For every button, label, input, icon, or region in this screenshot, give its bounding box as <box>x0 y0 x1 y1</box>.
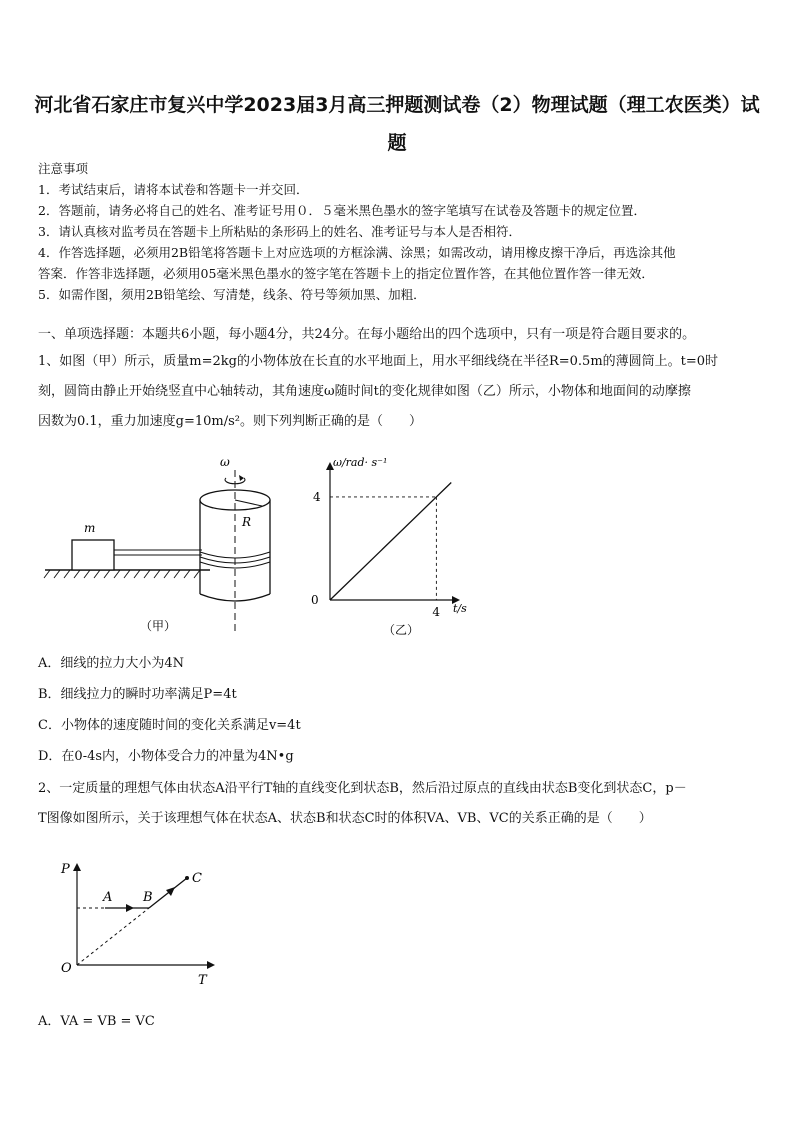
q1-figure-b-chart <box>295 452 495 642</box>
figure-caption: （甲） <box>140 619 177 633</box>
y-tick-label: 4 <box>313 489 321 504</box>
figure-caption: （乙） <box>383 623 420 637</box>
notice-item: 4．作答选择题，必须用2B铅笔将答题卡上对应选项的方框涂满、涂黑；如需改动，请用橡皮擦干净后，再选涂其他 <box>38 245 676 260</box>
omega-series-line <box>330 483 451 600</box>
x-tick-label: 4 <box>432 605 441 619</box>
t-axis-label: T <box>198 973 207 988</box>
radius-label: R <box>242 515 252 529</box>
notice-item: 5．如需作图，须用2B铅笔绘、写清楚，线条、符号等须加黑、加粗． <box>38 287 426 302</box>
q1-text-line: 刻，圆筒由静止开始绕竖直中心轴转动，其角速度ω随时间t的变化规律如图（乙）所示，小物体和地面间的动摩擦 <box>38 384 691 399</box>
q2-pt-figure <box>55 855 225 990</box>
mass-label: m <box>84 521 96 535</box>
notice-item: 答案．作答非选择题，必须用05毫米黑色墨水的签字笔在答题卡上的指定位置作答，在其他位置作答一律无效． <box>38 266 654 281</box>
section-heading: 一、单项选择题：本题共6小题，每小题4分，共24分。在每小题给出的四个选项中，只有一项是符合题目要求的。 <box>38 327 696 342</box>
title-line-2: 题 <box>387 132 407 154</box>
q1-option-d: D．在0-4s内，小物体受合力的冲量为4N•g <box>38 749 294 764</box>
q1-option-b: B．细线拉力的瞬时功率满足P=4t <box>38 687 237 702</box>
mass-block <box>72 540 114 570</box>
title-line-1: 河北省石家庄市复兴中学2023届3月高三押题测试卷（2）物理试题（理工农医类）试 <box>34 94 760 116</box>
omega-label: ω <box>220 455 230 469</box>
q1-text-line: 因数为0.1，重力加速度g=10m/s²。则下列判断正确的是（ ） <box>38 414 423 429</box>
page-title <box>30 86 764 162</box>
notice-item: 1．考试结束后，请将本试卷和答题卡一并交回． <box>38 182 309 197</box>
q2-text-line: 2、一定质量的理想气体由状态A沿平行T轴的直线变化到状态B，然后沿过原点的直线由状态B变化到状态C，p－ <box>38 781 687 796</box>
origin-label: 0 <box>311 593 319 607</box>
dashed-origin-line <box>77 908 149 965</box>
state-a-label: A <box>103 890 113 905</box>
q1-text-line: 1、如图（甲）所示，质量m=2kg的小物体放在长直的水平地面上，用水平细线绕在半径R=0.5m的薄圆筒上。t=0时 <box>38 354 719 369</box>
q2-option-a: A．VA = VB = VC <box>38 1014 155 1029</box>
origin-label: O <box>61 961 72 976</box>
notice-item: 3．请认真核对监考员在答题卡上所粘贴的条形码上的姓名、准考证号与本人是否相符． <box>38 224 521 239</box>
q2-text-line: T图像如图所示，关于该理想气体在状态A、状态B和状态C时的体积VA、VB、VC的关系正确的是（ ） <box>38 811 652 826</box>
state-b-label: B <box>143 890 153 905</box>
notice-heading: 注意事项 <box>38 161 89 176</box>
state-c-label: C <box>192 871 202 886</box>
q1-option-c: C．小物体的速度随时间的变化关系满足v=4t <box>38 718 301 733</box>
q1-figure-a <box>40 452 290 642</box>
notice-item: 2．答题前，请务必将自己的姓名、准考证号用０．５毫米黑色墨水的签字笔填写在试卷及答题卡的规定位置． <box>38 203 646 218</box>
y-axis-label: ω/rad· s⁻¹ <box>333 456 388 469</box>
q1-option-a: A．细线的拉力大小为4N <box>38 656 185 671</box>
process-b-c <box>149 878 187 908</box>
p-axis-label: P <box>61 862 70 877</box>
x-axis-label: t/s <box>453 602 467 615</box>
